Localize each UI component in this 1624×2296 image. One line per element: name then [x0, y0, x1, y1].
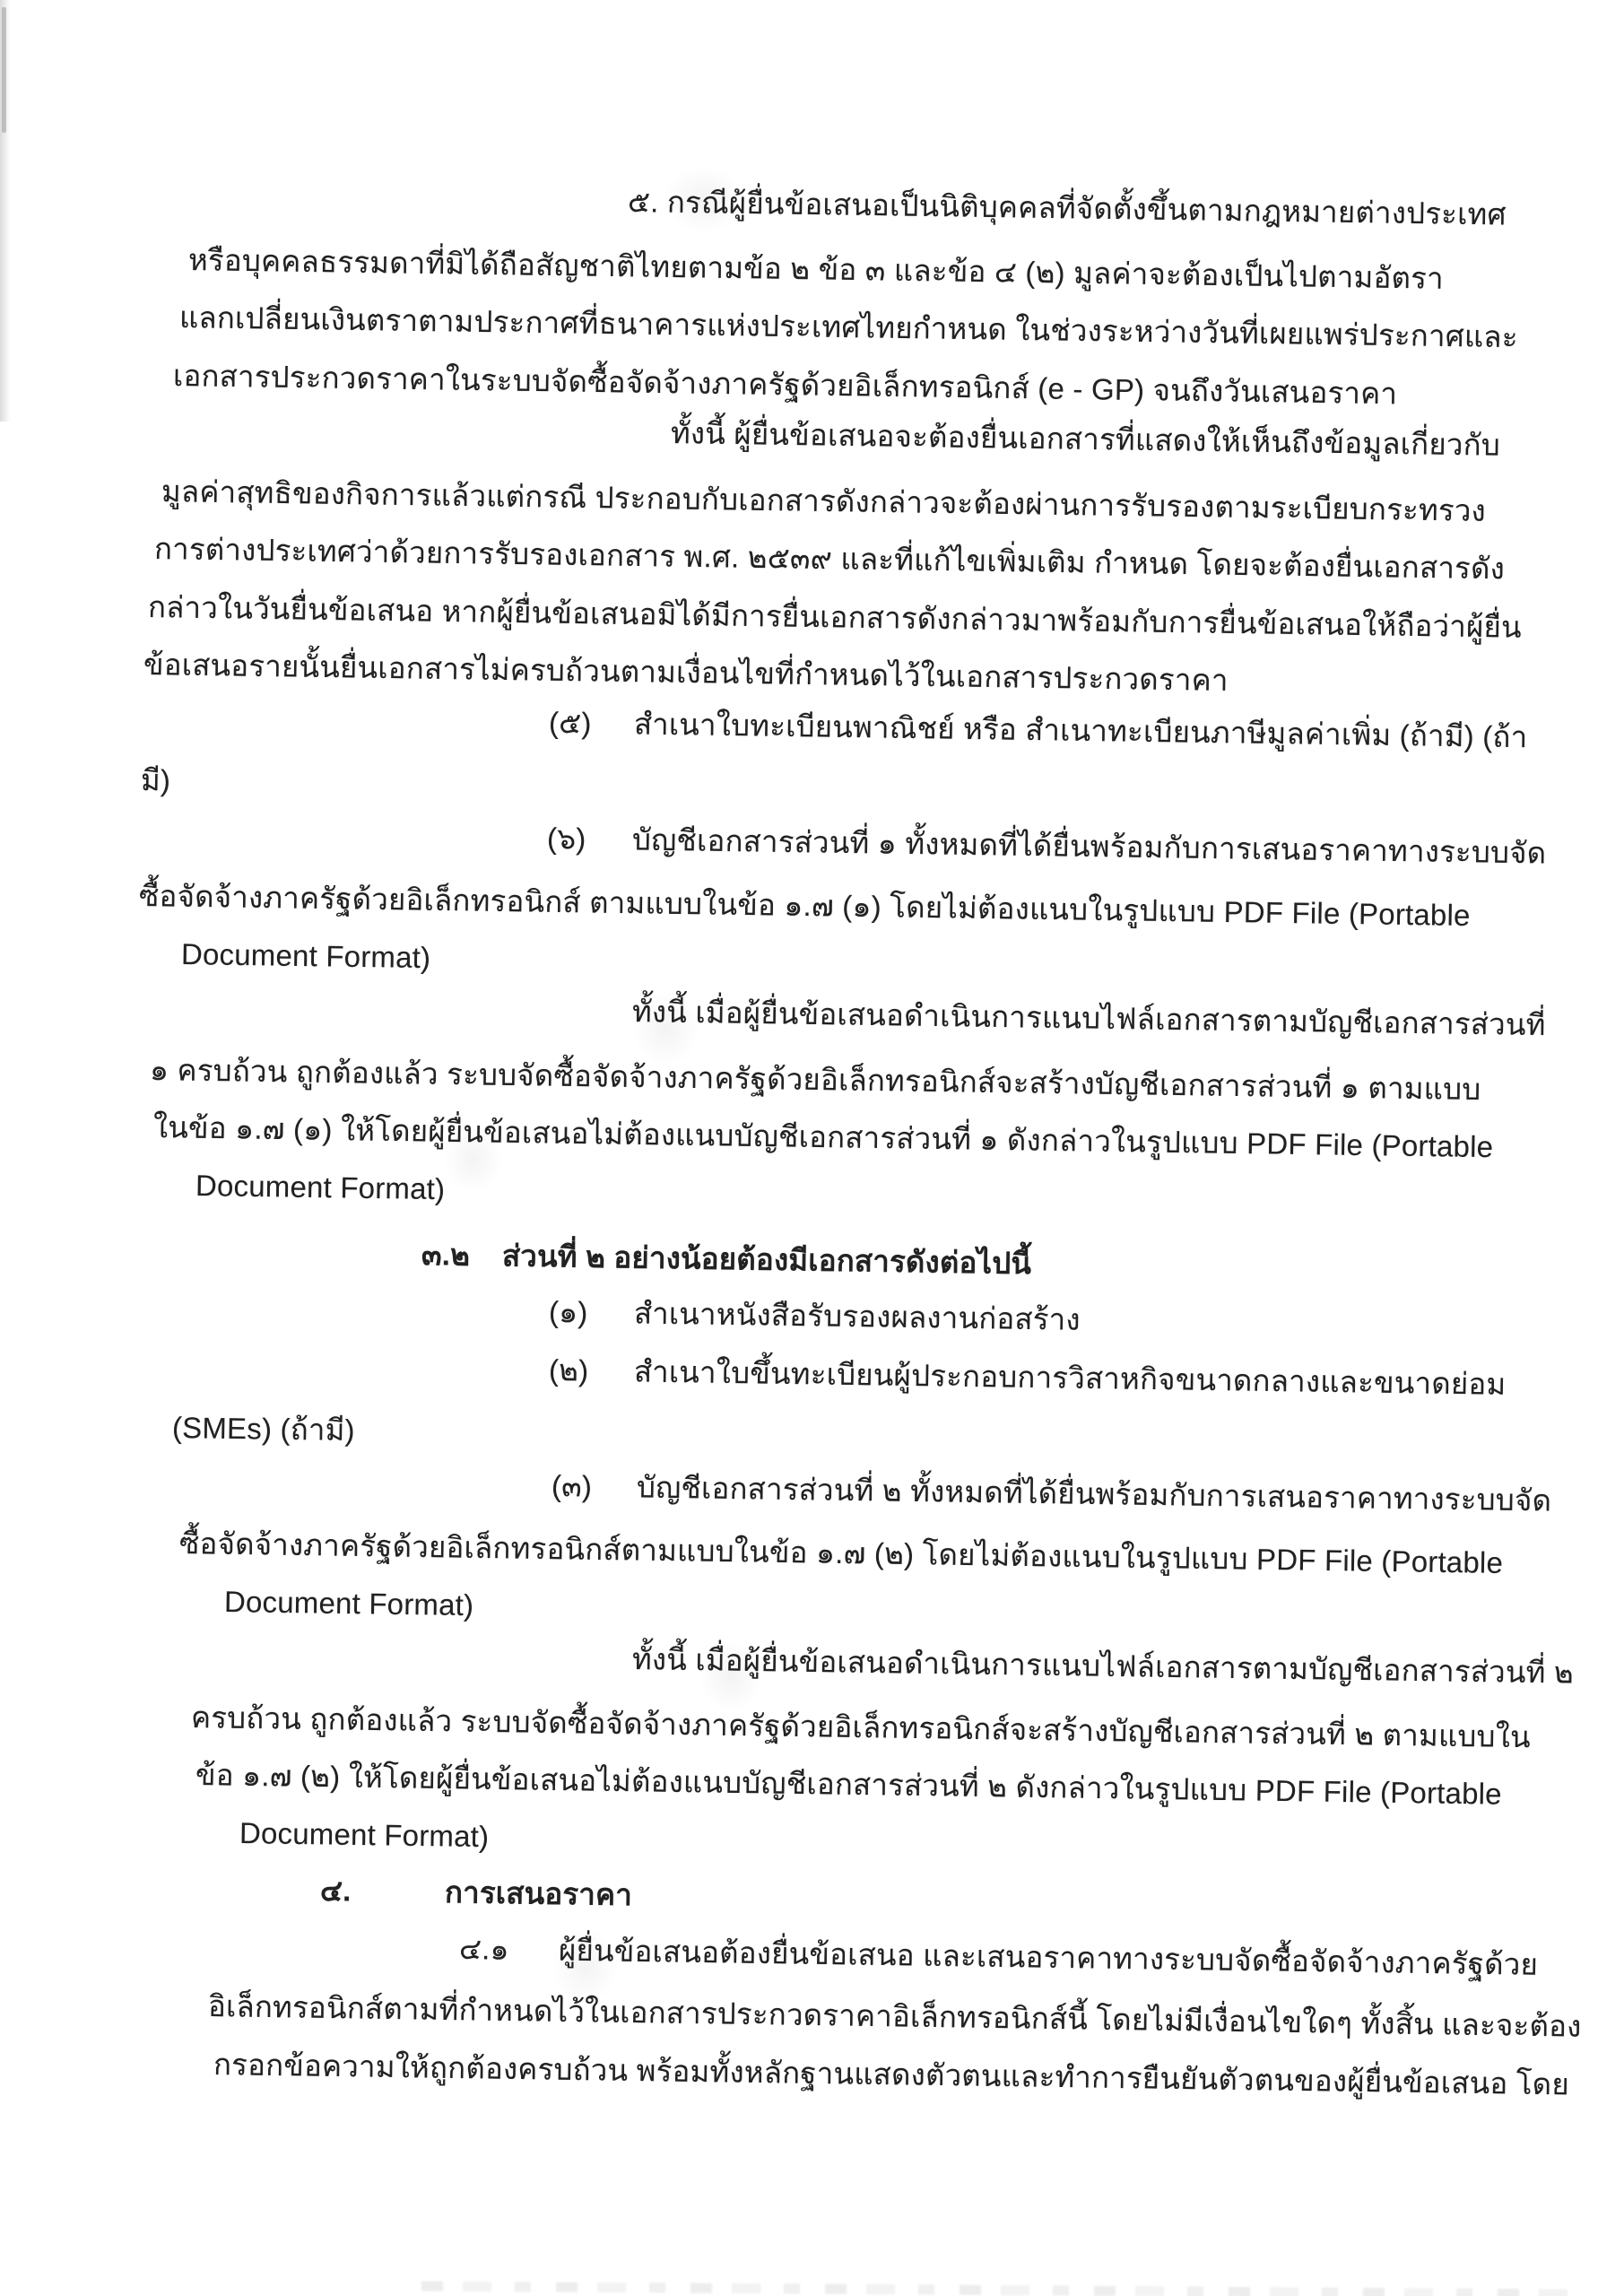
clause-number: (๓) [551, 1469, 593, 1503]
section-number: ๔. [319, 1874, 352, 1908]
line-text: Document Format) [180, 937, 431, 975]
paragraph-line [172, 1402, 356, 1457]
line-text: ในข้อ ๑.๗ (๑) ให้โดยผู้ยื่นข้อเสนอไม่ต้องแนบบัญชีเอกสารส่วนที่ ๑ ดังกล่าวในรูปแบบ PDF File (Portable [152, 1110, 1494, 1164]
line-text: บัญชีเอกสารส่วนที่ ๒ ทั้งหมดที่ได้ยื่นพร้อมกับการเสนอราคาทางระบบจัด [636, 1470, 1552, 1518]
line-text: ข้อเสนอรายนั้นยื่นเอกสารไม่ครบถ้วนตามเงื่อนไขที่กำหนดไว้ในเอกสารประกวดราคา [143, 648, 1229, 697]
line-text: กล่าวในวันยื่นข้อเสนอ หากผู้ยื่นข้อเสนอมิได้มีการยื่นเอกสารดังกล่าวมาพร้อมกับการยื่นข้อเสนอให้ถือว่าผู้ยื่น [147, 590, 1523, 644]
list-item-line [549, 1344, 1507, 1411]
clause-number: (๑) [548, 1295, 588, 1329]
paragraph-line [628, 176, 1507, 241]
section-heading [421, 1229, 1032, 1290]
line-text: แลกเปลี่ยนเงินตราตามประกาศที่ธนาคารแห่งประเทศไทยกำหนด ในช่วงระหว่างวันที่เผยแพร่ประกาศและ [178, 300, 1518, 354]
line-text: ทั้งนี้ ผู้ยื่นข้อเสนอจะต้องยื่นเอกสารที่แสดงให้เห็นถึงข้อมูลเกี่ยวกับ [670, 416, 1501, 462]
line-text: การต่างประเทศว่าด้วยการรับรองเอกสาร พ.ศ. ๒๕๓๙ และที่แก้ไขเพิ่มเติม กำหนด โดยจะต้องยื่นเอกสารดัง [153, 532, 1506, 586]
line-text: สำเนาใบขึ้นทะเบียนผู้ประกอบการวิสาหกิจขนาดกลางและขนาดย่อม [633, 1354, 1507, 1401]
line-text: ข้อ ๑.๗ (๒) ให้โดยผู้ยื่นข้อเสนอไม่ต้องแนบบัญชีเอกสารส่วนที่ ๒ ดังกล่าวในรูปแบบ PDF File (Portable [195, 1758, 1503, 1811]
list-item-line [547, 813, 1547, 880]
line-text: ซื้อจัดจ้างภาครัฐด้วยอิเล็กทรอนิกส์ตามแบบในข้อ ๑.๗ (๒) โดยไม่ต้องแนบในรูปแบบ PDF File (Portable [178, 1526, 1504, 1579]
paragraph-line [239, 1807, 490, 1863]
paragraph-line [143, 639, 1229, 707]
line-text: เอกสารประกวดราคาในระบบจัดซื้อจัดจ้างภาครัฐด้วยอิเล็กทรอนิกส์ (e - GP) จนถึงวันเสนอราคา [172, 359, 1398, 411]
section-heading [320, 1865, 633, 1921]
line-text: ทั้งนี้ เมื่อผู้ยื่นข้อเสนอดำเนินการแนบไฟล์เอกสารตามบัญชีเอกสารส่วนที่ [631, 995, 1546, 1042]
clause-number: ๔.๑ [458, 1932, 509, 1966]
line-text: กรอกข้อความให้ถูกต้องครบถ้วน พร้อมทั้งหลักฐานแสดงตัวตนและทำการยืนยันตัวตนของผู้ยื่นข้อเสนอ โดย [213, 2048, 1570, 2101]
line-text: มี) [140, 763, 171, 797]
list-item-line [549, 1286, 1081, 1346]
scanner-edge-mark [2, 7, 6, 133]
line-text: มูลค่าสุทธิของกิจการแล้วแต่กรณี ประกอบกับเอกสารดังกล่าวจะต้องผ่านการรับรองตามระเบียบกระทรวง [161, 474, 1487, 527]
paragraph-line [671, 407, 1501, 472]
line-text: ผู้ยื่นข้อเสนอต้องยื่นข้อเสนอ และเสนอราคาทางระบบจัดซื้อจัดจ้างภาครัฐด้วย [558, 1933, 1539, 1981]
next-page-text-remnant [421, 2281, 1587, 2296]
line-text: ๑ ครบถ้วน ถูกต้องแล้ว ระบบจัดซื้อจัดจ้างภาครัฐด้วยอิเล็กทรอนิกส์จะสร้างบัญชีเอกสารส่วนที่ ๑ ตามแบบ [149, 1053, 1481, 1107]
list-item-line [459, 1923, 1539, 1991]
line-text: สำเนาใบทะเบียนพาณิชย์ หรือ สำเนาทะเบียนภาษีมูลค่าเพิ่ม (ถ้ามี) (ถ้า [633, 707, 1528, 754]
clause-number: (๕) [548, 706, 592, 740]
line-text: หรือบุคคลธรรมดาที่มิได้ถือสัญชาติไทยตามข้อ ๒ ข้อ ๓ และข้อ ๔ (๒) มูลค่าจะต้องเป็นไปตามอัตรา [187, 243, 1445, 295]
line-text: Document Format) [239, 1816, 490, 1854]
heading-text: ส่วนที่ ๒ อย่างน้อยต้องมีเอกสารดังต่อไปนี้ [501, 1239, 1032, 1281]
paragraph-line [195, 1160, 446, 1215]
line-text: (SMEs) (ถ้ามี) [171, 1411, 356, 1448]
line-text: Document Format) [195, 1169, 446, 1206]
paragraph-line [632, 986, 1546, 1051]
line-text: ครบถ้วน ถูกต้องแล้ว ระบบจัดซื้อจัดจ้างภาครัฐด้วยอิเล็กทรอนิกส์จะสร้างบัญชีเอกสารส่วนที่ ๒ ตามแบบใน [190, 1700, 1532, 1754]
clause-number: (๒) [548, 1353, 589, 1387]
section-number: ๓.๒ [421, 1238, 471, 1272]
line-text: ซื้อจัดจ้างภาครัฐด้วยอิเล็กทรอนิกส์ ตามแบบในข้อ ๑.๗ (๑) โดยไม่ต้องแนบในรูปแบบ PDF File (Portable [138, 879, 1471, 933]
heading-text: การเสนอราคา [444, 1875, 633, 1912]
list-item-line [551, 1460, 1552, 1527]
paragraph-line [632, 1633, 1575, 1700]
line-text: อิเล็กทรอนิกส์ตามที่กำหนดไว้ในเอกสารประกวดราคาอิเล็กทรอนิกส์นี้ โดยไม่มีเงื่อนไขใดๆ ทั้งสิ้น และจะต้อง [207, 1989, 1582, 2043]
clause-number: (๖) [546, 822, 586, 856]
paragraph-line [141, 754, 171, 806]
paragraph-line [224, 1576, 474, 1631]
line-text: บัญชีเอกสารส่วนที่ ๑ ทั้งหมดที่ได้ยื่นพร้อมกับการเสนอราคาทางระบบจัด [631, 822, 1547, 870]
line-text: ทั้งนี้ เมื่อผู้ยื่นข้อเสนอดำเนินการแนบไฟล์เอกสารตามบัญชีเอกสารส่วนที่ ๒ [631, 1642, 1575, 1690]
line-text: สำเนาหนังสือรับรองผลงานก่อสร้าง [633, 1296, 1081, 1336]
list-item-line [549, 697, 1528, 763]
line-text: ๕. กรณีผู้ยื่นข้อเสนอเป็นนิติบุคคลที่จัดตั้งขึ้นตามกฎหมายต่างประเทศ [627, 185, 1507, 231]
line-text: Document Format) [223, 1585, 474, 1622]
paragraph-line [181, 928, 431, 984]
